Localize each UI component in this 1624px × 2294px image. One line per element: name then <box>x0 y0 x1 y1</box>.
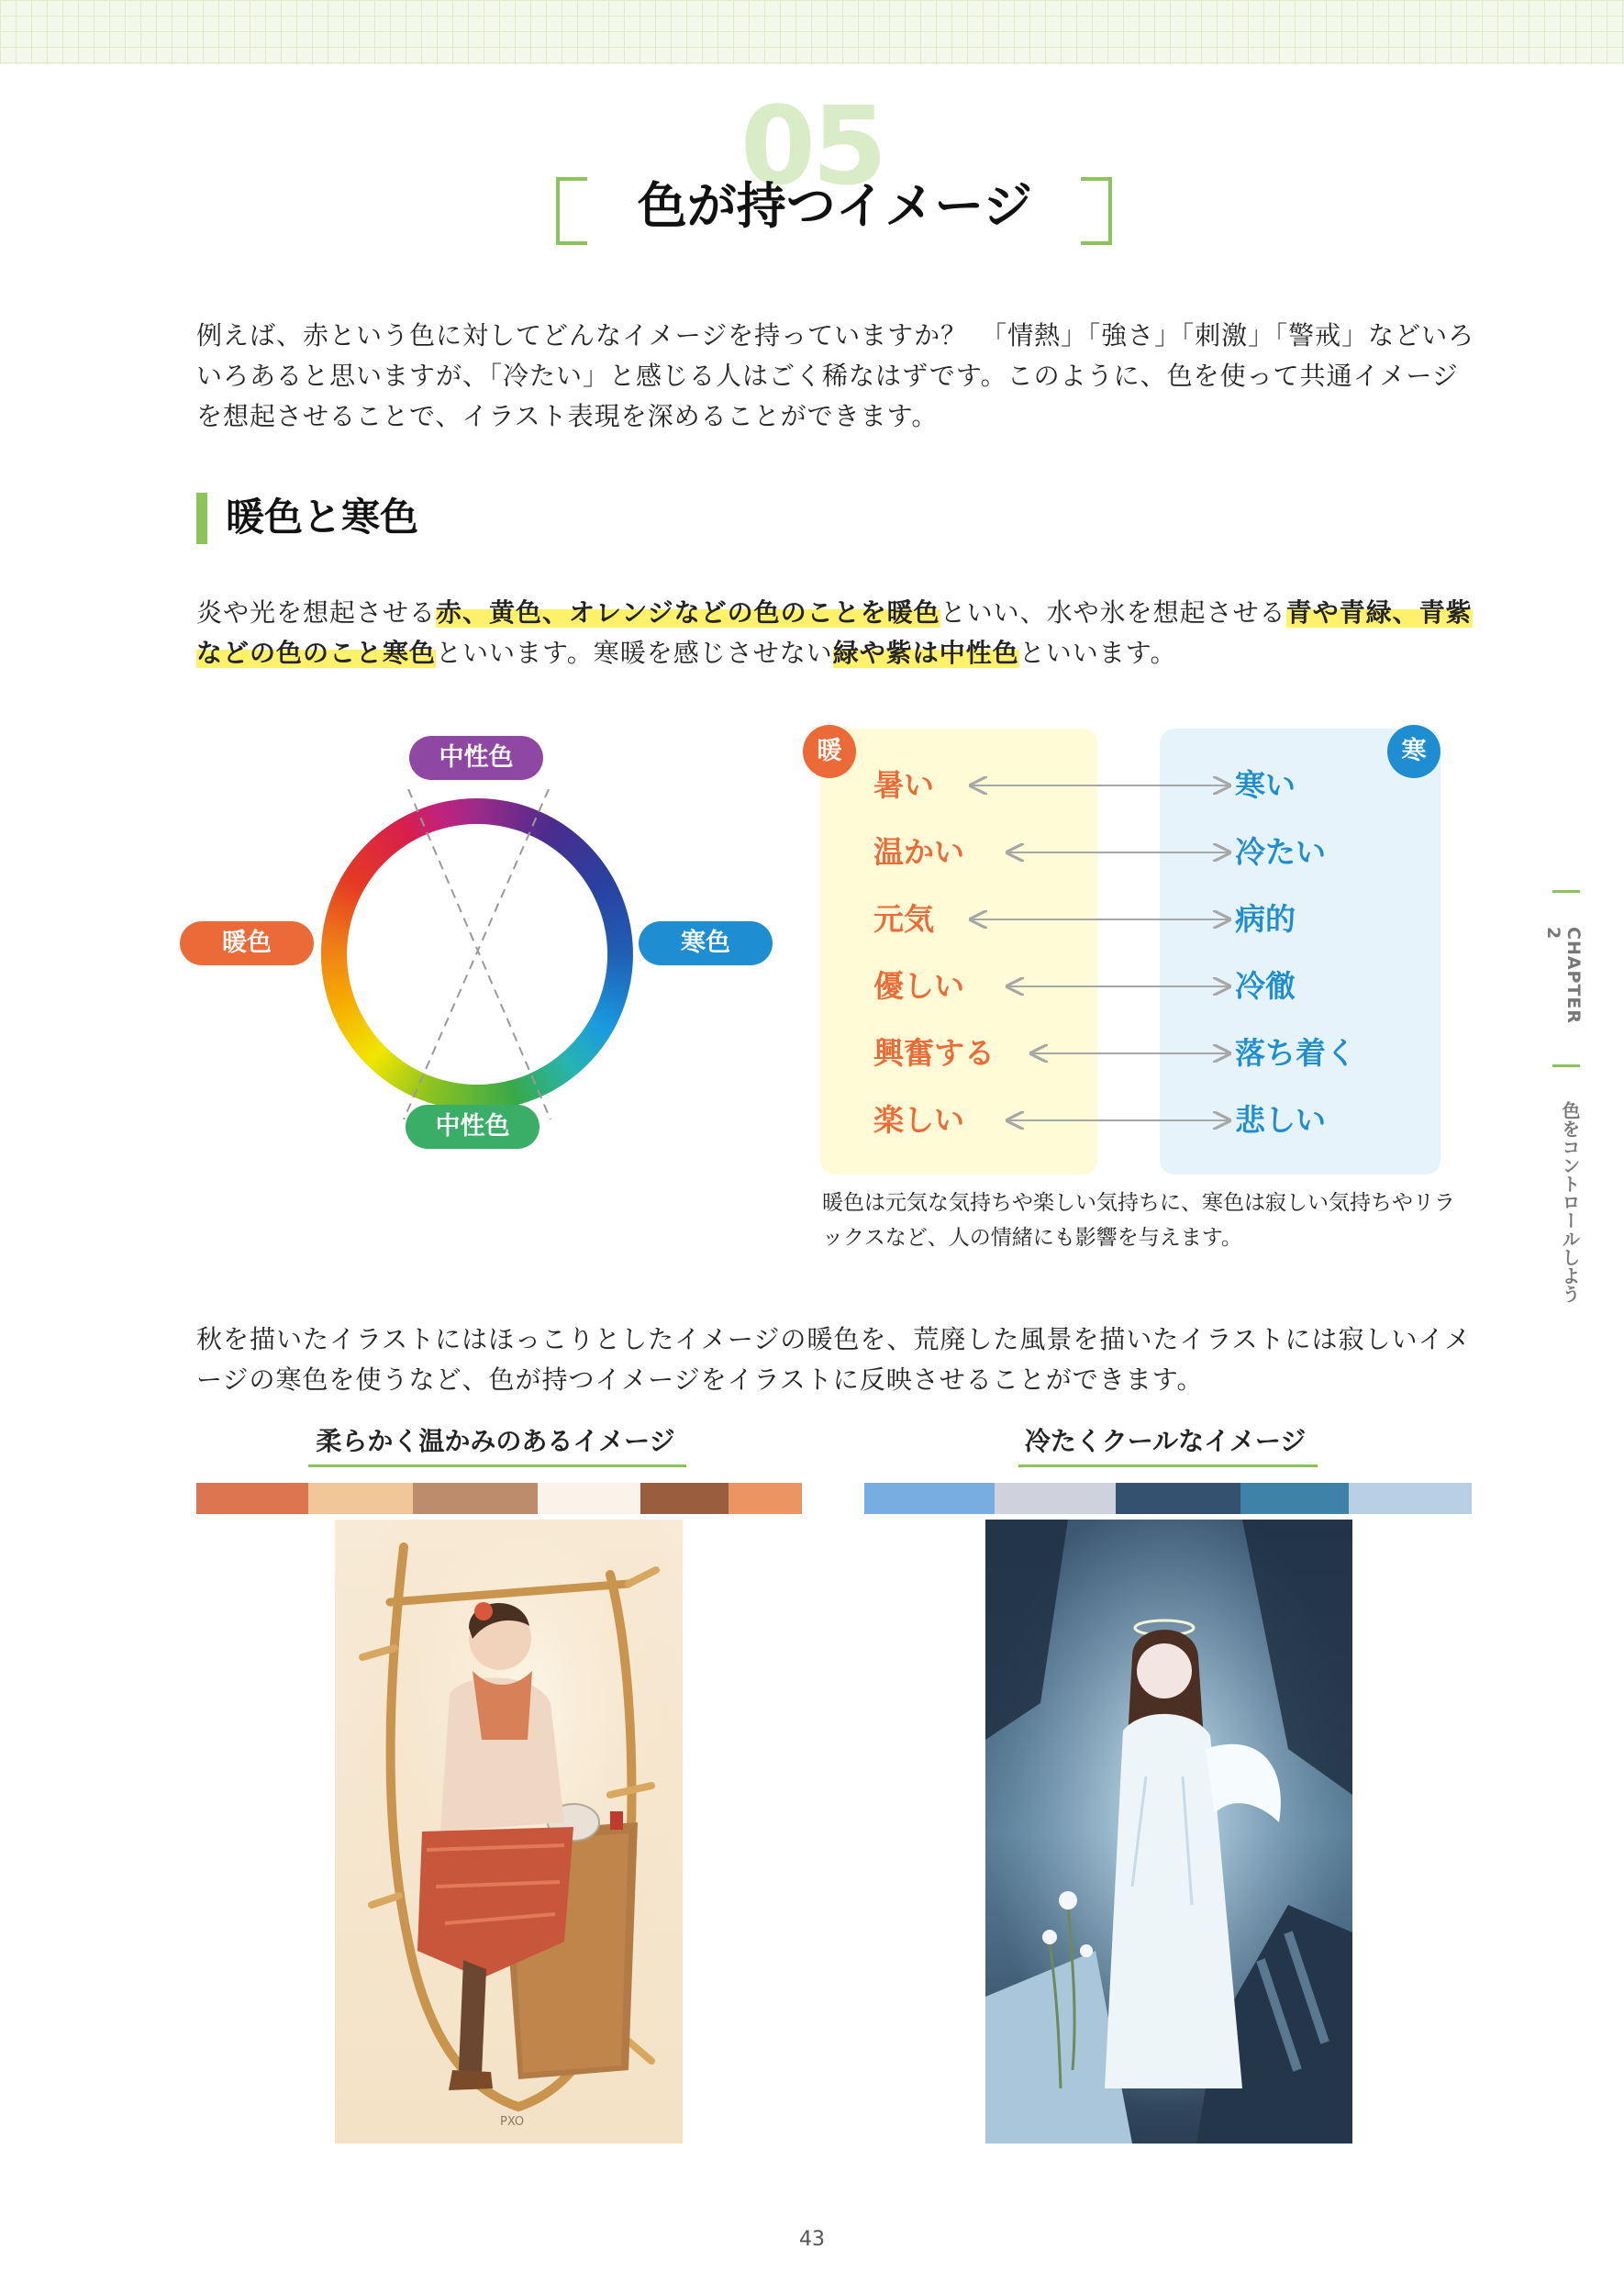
intro-paragraph: 例えば、赤という色に対してどんなイメージを持っていますか？ 「情熱」「強さ」「刺激」「警戒」などいろいろあると思いますが、「冷たい」と感じる人はごく稀なはずです。このように、色を使って共通イメージを想起させることで、イラスト表現を深めることができます。 <box>196 320 1475 431</box>
warm-word-2: 温かい <box>873 834 964 870</box>
title-bracket-right <box>1081 177 1112 245</box>
cold-word-6: 悲しい <box>1235 1102 1326 1138</box>
title-bracket-left <box>556 177 587 245</box>
warm-example-title: 柔らかく温かみのあるイメージ <box>316 1426 675 1456</box>
warm-word-4: 優しい <box>873 968 964 1004</box>
cold-swatch-3 <box>1116 1483 1240 1514</box>
cold-word-5: 落ち着く <box>1235 1035 1356 1071</box>
warm-word-6: 楽しい <box>873 1102 964 1138</box>
cold-word-1: 寒い <box>1235 767 1296 803</box>
cold-example-title: 冷たくクールなイメージ <box>1024 1426 1307 1456</box>
wheel-divider-line-2 <box>404 789 549 1119</box>
warm-swatch-3 <box>413 1483 538 1514</box>
warm-example-underline <box>308 1464 686 1467</box>
para-text-1: 炎や光を想起させる <box>196 597 437 628</box>
cold-badge: 寒 <box>1387 725 1440 778</box>
warm-illustration <box>335 1520 683 2144</box>
warm-swatch-5 <box>640 1483 729 1514</box>
application-paragraph: 秋を描いたイラストにはほっこりとしたイメージの暖色を、荒廃した風景を描いたイラストには寂しいイメージの寒色を使うなど、色が持つイメージをイラストに反映させることができます。 <box>196 1324 1472 1395</box>
cold-swatch-1 <box>864 1483 995 1514</box>
para-text-2: といい、水や氷を想起させる <box>940 597 1286 628</box>
highlight-neutral-definition: 緑や紫は中性色 <box>832 638 1019 668</box>
heading-accent-bar <box>196 493 207 544</box>
warm-swatch-1 <box>196 1483 308 1514</box>
warm-word-3: 元気 <box>873 901 934 937</box>
wheel-divider-line-1 <box>408 789 551 1119</box>
cold-illustration <box>985 1520 1352 2144</box>
label-cold: 寒色 <box>639 921 773 965</box>
page-title: 色が持つイメージ <box>637 177 1033 235</box>
cold-swatch-row <box>864 1483 1472 1514</box>
label-neutral-top: 中性色 <box>409 736 543 780</box>
warm-swatch-4 <box>538 1483 640 1514</box>
section-heading: 暖色と寒色 <box>226 495 419 540</box>
warm-swatch-row <box>196 1483 802 1514</box>
highlight-cold-definition: 青や青緑、青紫などの色のこと寒色 <box>196 597 1473 668</box>
highlight-warm-definition: 赤、黄色、オレンジなどの色のことを暖色 <box>436 597 940 628</box>
side-chapter-title: 色をコントロールしよう <box>1559 1101 1581 1303</box>
cold-swatch-4 <box>1240 1483 1349 1514</box>
label-neutral-bottom: 中性色 <box>406 1105 539 1149</box>
color-wheel <box>312 789 642 1119</box>
warm-word-5: 興奮する <box>873 1035 995 1071</box>
warm-word-1: 暑い <box>873 767 934 803</box>
section-number: 05 <box>740 83 884 209</box>
cold-example-underline <box>1018 1464 1318 1467</box>
cold-swatch-5 <box>1349 1483 1472 1514</box>
cold-word-4: 冷徹 <box>1235 968 1296 1004</box>
para-text-3: といいます。寒暖を感じさせない <box>436 638 833 668</box>
cold-word-3: 病的 <box>1235 901 1296 937</box>
warm-badge: 暖 <box>803 725 856 778</box>
side-tab-line-middle <box>1552 1064 1580 1067</box>
warm-illustration-signature: PXO <box>500 2115 525 2129</box>
comparison-arrows <box>963 762 1239 1147</box>
page-number: 43 <box>799 2228 825 2251</box>
para-text-4: といいます。 <box>1018 638 1177 668</box>
top-grid-band <box>0 0 1624 64</box>
comparison-caption: 暖色は元気な気持ちや楽しい気持ちに、寒色は寂しい気持ちやリラックスなど、人の情緒にも影響を与えます。 <box>822 1191 1455 1250</box>
side-chapter-label: CHAPTER 2 <box>1543 927 1584 1025</box>
label-warm: 暖色 <box>180 921 314 965</box>
warm-cold-paragraph <box>196 593 1481 674</box>
side-tab-line-top <box>1552 890 1580 893</box>
warm-swatch-2 <box>308 1483 413 1514</box>
cold-swatch-2 <box>995 1483 1116 1514</box>
warm-swatch-6 <box>729 1483 802 1514</box>
cold-word-2: 冷たい <box>1235 834 1326 870</box>
